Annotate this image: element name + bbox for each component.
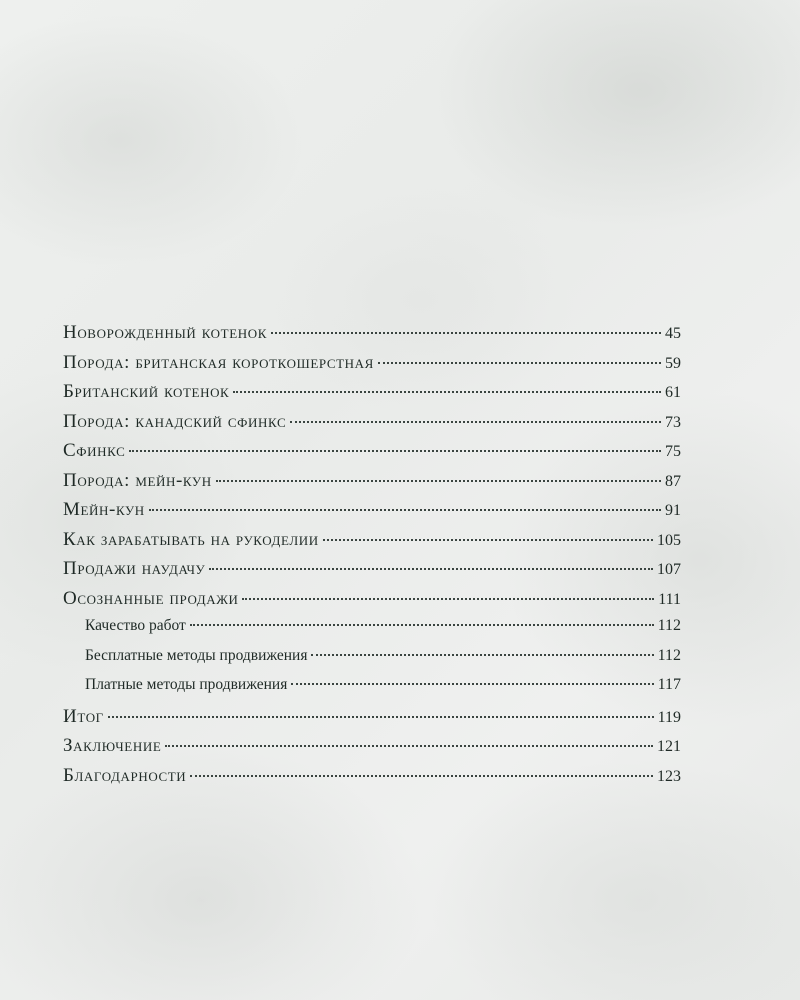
- toc-dot-leader: [271, 332, 661, 334]
- toc-dot-leader: [323, 539, 653, 541]
- toc-subentry[interactable]: [63, 617, 681, 647]
- toc-page-number: 73: [665, 413, 681, 431]
- toc-page-number: 91: [665, 502, 681, 519]
- toc-dot-leader: [190, 775, 653, 777]
- toc-entry-title: Итог: [63, 705, 104, 727]
- toc-entry[interactable]: [63, 381, 681, 411]
- toc-dot-leader: [242, 598, 654, 600]
- toc-entry-title: Сфинкс: [63, 440, 126, 461]
- toc-page-number: 112: [657, 617, 681, 634]
- toc-entry[interactable]: [63, 440, 681, 470]
- toc-entry-title: Заключение: [63, 735, 162, 756]
- toc-entry-title: Мейн-кун: [63, 499, 145, 520]
- toc-page-number: 117: [657, 676, 681, 693]
- toc-page-number: 59: [665, 354, 681, 372]
- toc-entry[interactable]: [63, 735, 681, 765]
- toc-entry-title: Осознанные продажи: [63, 587, 239, 609]
- toc-subentry[interactable]: [63, 647, 681, 677]
- toc-page-number: 123: [657, 767, 681, 785]
- table-of-contents: [63, 322, 681, 794]
- toc-entry-title: Как зарабатывать на рукоделии: [63, 528, 319, 550]
- toc-page-number: 107: [657, 561, 681, 578]
- toc-page-number: 121: [657, 738, 681, 755]
- toc-entry-title: Порода: канадский сфинкс: [63, 410, 287, 432]
- toc-page-number: 119: [657, 708, 681, 726]
- toc-subentry[interactable]: [63, 676, 681, 706]
- toc-dot-leader: [291, 683, 653, 685]
- toc-dot-leader: [108, 716, 654, 718]
- toc-entry[interactable]: [63, 499, 681, 529]
- toc-dot-leader: [165, 745, 653, 747]
- toc-entry-title: Порода: мейн-кун: [63, 469, 212, 491]
- toc-page-number: 111: [658, 590, 681, 608]
- toc-page-number: 75: [665, 443, 681, 460]
- toc-dot-leader: [209, 568, 653, 570]
- toc-subentry-title: Платные методы продвижения: [85, 676, 288, 693]
- toc-subentry-title: Качество работ: [85, 617, 186, 634]
- toc-dot-leader: [233, 391, 661, 393]
- toc-page-number: 45: [665, 325, 681, 342]
- toc-entry[interactable]: [63, 706, 681, 736]
- toc-dot-leader: [290, 421, 661, 423]
- toc-entry[interactable]: [63, 470, 681, 500]
- toc-page-number: 112: [657, 646, 681, 664]
- toc-page-number: 105: [657, 531, 681, 549]
- toc-dot-leader: [378, 362, 661, 364]
- toc-entry[interactable]: [63, 529, 681, 559]
- toc-page-number: 87: [665, 472, 681, 490]
- toc-dot-leader: [216, 480, 661, 482]
- toc-entry[interactable]: [63, 558, 681, 588]
- toc-entry[interactable]: [63, 588, 681, 618]
- toc-entry[interactable]: [63, 765, 681, 795]
- toc-entry-title: Порода: британская короткошерстная: [63, 351, 374, 373]
- toc-entry-title: Новорожденный котенок: [63, 322, 267, 343]
- toc-entry-title: Благодарности: [63, 764, 187, 786]
- toc-dot-leader: [311, 654, 653, 656]
- toc-entry-title: Продажи наудачу: [63, 558, 206, 579]
- toc-entry-title: Британский котенок: [63, 381, 230, 402]
- toc-entry[interactable]: [63, 322, 681, 352]
- toc-dot-leader: [190, 624, 654, 626]
- toc-entry[interactable]: [63, 352, 681, 382]
- toc-dot-leader: [129, 450, 661, 452]
- toc-dot-leader: [149, 509, 661, 511]
- toc-page-number: 61: [665, 384, 681, 401]
- toc-subentry-title: Бесплатные методы продвижения: [85, 646, 308, 664]
- toc-entry[interactable]: [63, 411, 681, 441]
